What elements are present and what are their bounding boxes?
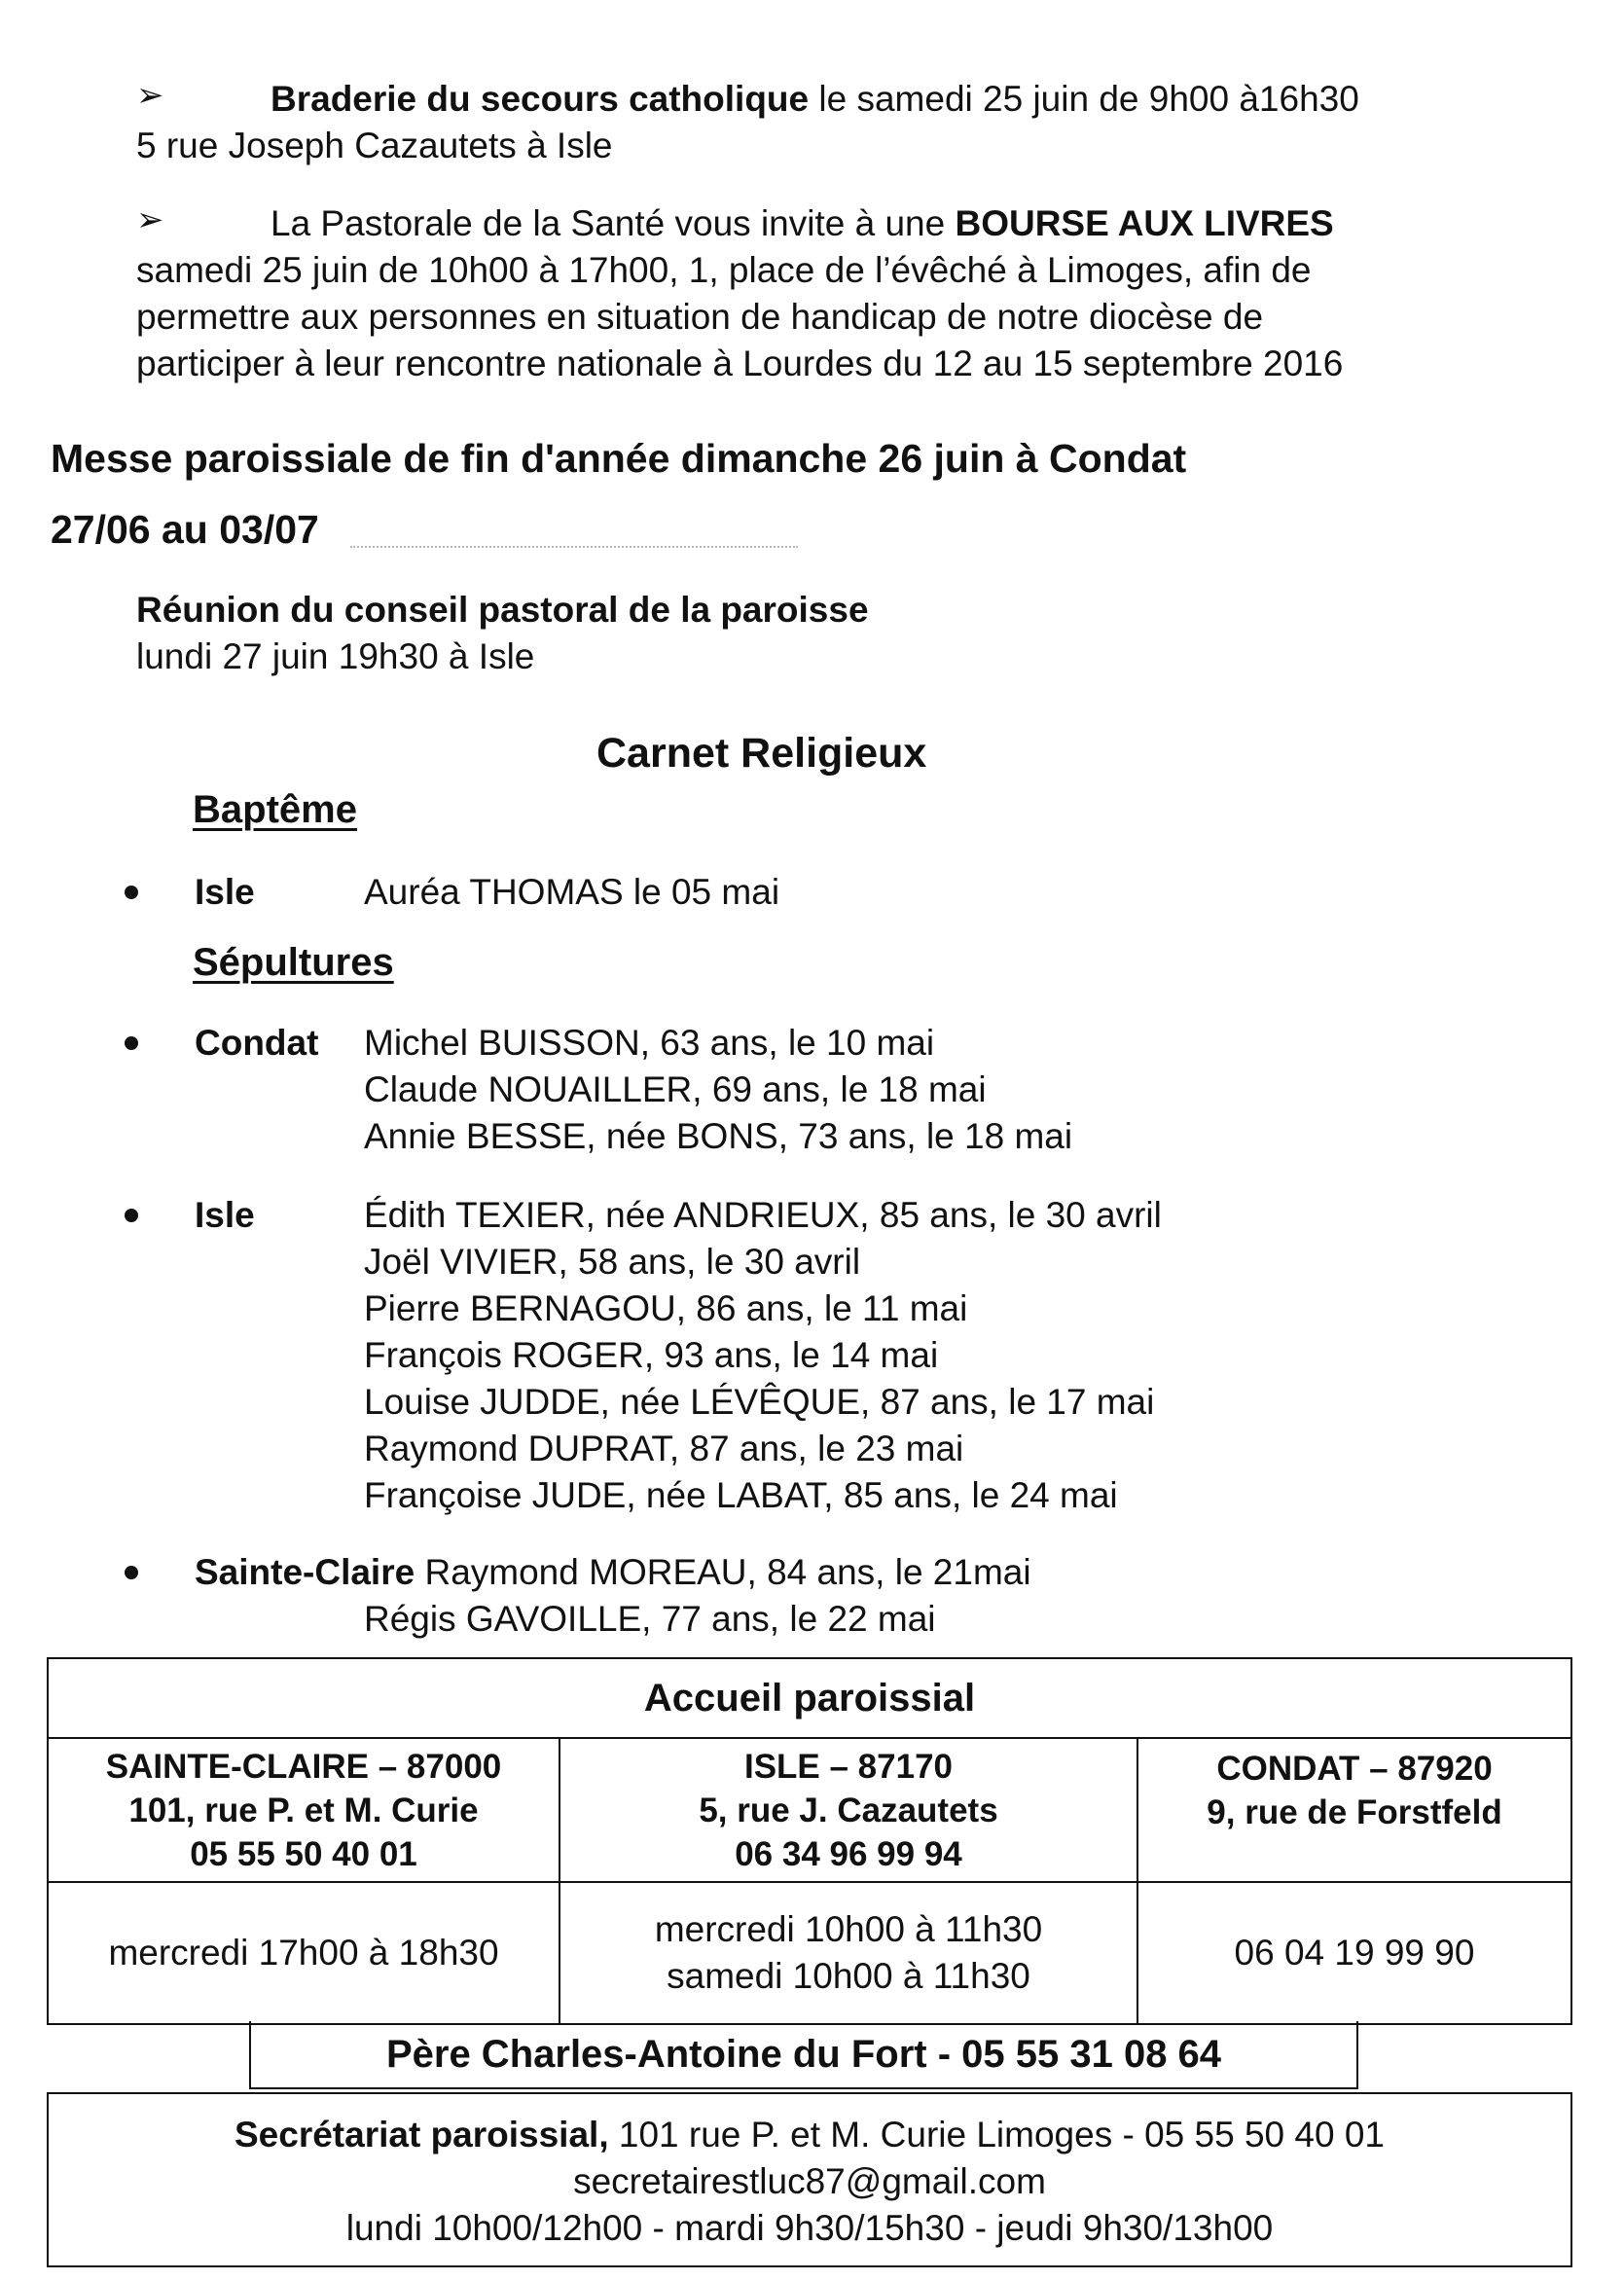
sepulture-entry: Michel BUISSON, 63 ans, le 10 mai: [364, 1023, 935, 1063]
sepulture-entry: Claude NOUAILLER, 69 ans, le 18 mai: [364, 1069, 987, 1109]
accueil-hours-line: 06 04 19 99 90: [1234, 1933, 1475, 1973]
accueil-hours: [1137, 1882, 1571, 2024]
sepulture-entry: Pierre BERNAGOU, 86 ans, le 11 mai: [364, 1288, 968, 1328]
accueil-hours-line: mercredi 10h00 à 11h30: [654, 1909, 1043, 1949]
braderie-address: 5 rue Joseph Cazautets à Isle: [136, 126, 613, 165]
accueil-address: 101, rue P. et M. Curie: [128, 1791, 479, 1829]
accueil-col-sainte-claire: [48, 1738, 559, 1882]
bourse-line-3: permettre aux personnes en situation de handicap de notre diocèse de: [136, 297, 1264, 337]
accueil-col-condat: [1137, 1738, 1571, 1882]
secretariat-email: secretairestluc87@gmail.com: [573, 2161, 1046, 2201]
sepulture-entry: Louise JUDDE, née LÉVÊQUE, 87 ans, le 17 mai: [364, 1382, 1155, 1422]
messe-heading: Messe paroissiale de fin d'année dimanche 26 juin à Condat: [51, 436, 1187, 481]
sepulture-entry: Régis GAVOILLE, 77 ans, le 22 mai: [364, 1599, 936, 1639]
pere-contact: Père Charles-Antoine du Fort - 05 55 31 08 64: [385, 2032, 1222, 2076]
sepulture-entry: François ROGER, 93 ans, le 14 mai: [364, 1335, 939, 1375]
bourse-line: [271, 200, 1334, 247]
accueil-table: [47, 1657, 1572, 2025]
bullet-icon: [125, 1036, 138, 1050]
bourse-line-4: participer à leur rencontre nationale à Lourdes du 12 au 15 septembre 2016: [136, 344, 1344, 383]
secretariat-box: [47, 2092, 1572, 2267]
sepulture-entry: Raymond DUPRAT, 87 ans, le 23 mai: [364, 1429, 964, 1468]
bourse-line-2: samedi 25 juin de 10h00 à 17h00, 1, place de l’évêché à Limoges, afin de: [136, 250, 1312, 290]
arrow-bullet-icon: ➢: [136, 201, 164, 238]
sepulture-entry: Françoise JUDE, née LABAT, 85 ans, le 24 mai: [364, 1475, 1118, 1515]
bourse-title: BOURSE AUX LIVRES: [955, 203, 1334, 243]
accueil-phone: 05 55 50 40 01: [190, 1834, 417, 1873]
bullet-icon: [125, 1566, 138, 1579]
sepulture-place-isle: Isle: [195, 1195, 255, 1235]
sepulture-entry: Joël VIVIER, 58 ans, le 30 avril: [364, 1242, 861, 1282]
dotted-divider: [350, 546, 798, 548]
accueil-address: 5, rue J. Cazautets: [699, 1791, 998, 1829]
accueil-name: SAINTE-CLAIRE – 87000: [105, 1747, 502, 1786]
braderie-line: [271, 76, 1359, 123]
sepulture-place-condat: Condat: [195, 1023, 319, 1063]
reunion-detail: lundi 27 juin 19h30 à Isle: [136, 636, 535, 676]
accueil-phone: 06 34 96 99 94: [735, 1834, 962, 1873]
accueil-name: CONDAT – 87920: [1216, 1750, 1493, 1788]
braderie-detail: le samedi 25 juin de 9h00 à16h30: [809, 79, 1359, 119]
secretariat-address: 101 rue P. et M. Curie Limoges - 05 55 50 40 01: [608, 2115, 1385, 2154]
accueil-hours-line: samedi 10h00 à 11h30: [667, 1956, 1030, 1996]
arrow-bullet-icon: ➢: [136, 77, 164, 114]
week-heading: 27/06 au 03/07: [51, 507, 319, 552]
pere-box: [249, 2021, 1358, 2089]
accueil-address: 9, rue de Forstfeld: [1207, 1793, 1502, 1831]
carnet-title: Carnet Religieux: [596, 730, 927, 777]
bullet-icon: [125, 886, 138, 899]
secretariat-label: Secrétariat paroissial,: [235, 2115, 609, 2154]
accueil-hours-line: mercredi 17h00 à 18h30: [108, 1933, 499, 1973]
bapteme-entry: Auréa THOMAS le 05 mai: [364, 872, 780, 912]
bullet-icon: [125, 1209, 138, 1222]
accueil-title: Accueil paroissial: [48, 1658, 1571, 1738]
accueil-hours: [559, 1882, 1137, 2024]
accueil-col-isle: [559, 1738, 1137, 1882]
reunion-title: Réunion du conseil pastoral de la paroisse: [136, 590, 869, 630]
accueil-hours: [48, 1882, 559, 2024]
sepulture-entry: Annie BESSE, née BONS, 73 ans, le 18 mai: [364, 1116, 1073, 1156]
bourse-intro: La Pastorale de la Santé vous invite à une: [271, 203, 956, 243]
sepulture-entry: Édith TEXIER, née ANDRIEUX, 85 ans, le 30 avril: [364, 1195, 1162, 1235]
sepulture-line-sainte-claire: [195, 1549, 1031, 1596]
secretariat-line: [49, 2112, 1570, 2158]
sepultures-heading: Sépultures: [193, 941, 394, 984]
braderie-title: Braderie du secours catholique: [271, 79, 810, 119]
bapteme-heading: Baptême: [193, 788, 357, 831]
sepulture-entry: Raymond MOREAU, 84 ans, le 21mai: [424, 1552, 1031, 1592]
sepulture-place-sainte-claire: Sainte-Claire: [195, 1552, 415, 1592]
secretariat-hours: lundi 10h00/12h00 - mardi 9h30/15h30 - jeudi 9h30/13h00: [345, 2208, 1274, 2248]
accueil-name: ISLE – 87170: [743, 1747, 954, 1786]
bapteme-place: Isle: [195, 872, 255, 912]
